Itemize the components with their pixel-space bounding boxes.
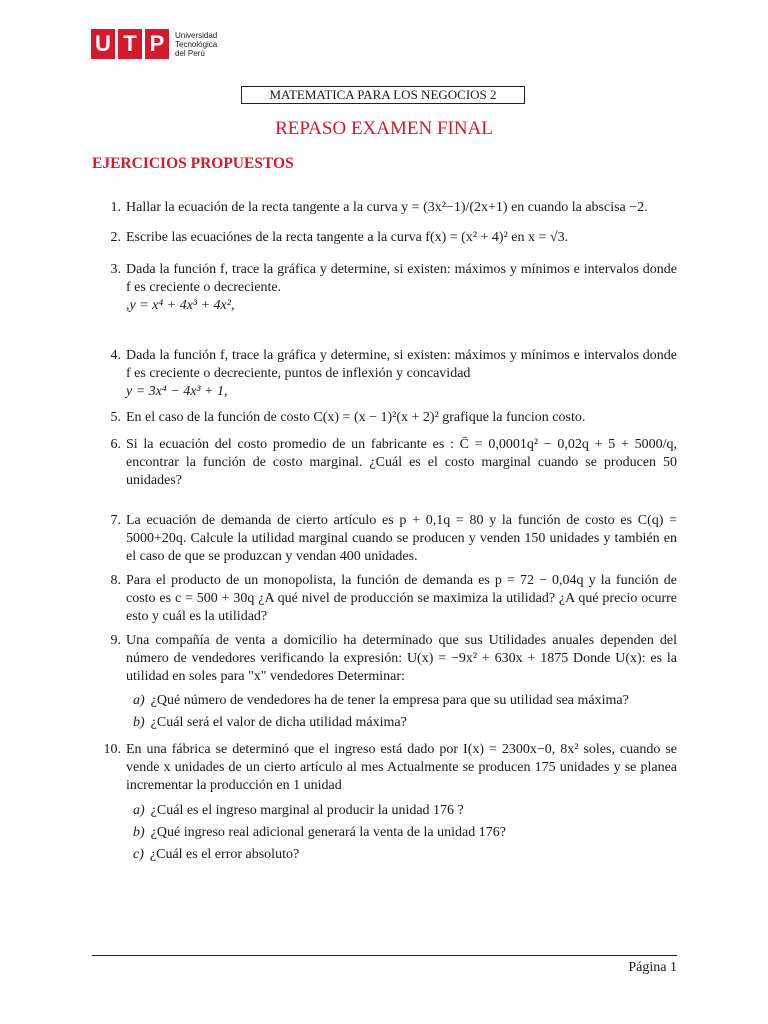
exercise-text: Para el producto de un monopolista, la función de demanda es p = 72 − 0,04q y la función de costo es c = 500 + 30q ¿A qué nivel de producción se maximiza la utilidad? ¿A qué precio ocurre esto y cuál es la utilidad? xyxy=(126,573,677,624)
exercise-5 xyxy=(93,409,677,427)
exercise-number: 2. xyxy=(110,230,121,245)
exercise-text: Si la ecuación del costo promedio de un fabricante es : C̄ = 0,0001q² − 0,02q + 5 + 5000/q, encontrar la función de costo marginal. ¿Cuál es el costo marginal cuando se producen 50 unidades? xyxy=(126,437,677,488)
exercise-10-part-b xyxy=(133,824,673,842)
exercise-3 xyxy=(93,261,677,315)
part-letter: b) xyxy=(133,825,145,840)
exercise-8 xyxy=(93,572,677,626)
exercise-number: 1. xyxy=(110,200,121,215)
logo-line-1: Universidad xyxy=(175,30,218,40)
part-text: ¿Qué ingreso real adicional generará la venta de la unidad 176? xyxy=(150,825,506,840)
exercise-formula: ,y = x⁴ + 4x³ + 4x², xyxy=(126,298,235,313)
exercise-text: Dada la función f, trace la gráfica y determine, si existen: máximos y mínimos e intervalos donde f es creciente o decreciente. xyxy=(126,262,677,295)
logo-line-3: del Perú xyxy=(175,48,205,58)
exercise-9-part-b xyxy=(133,714,673,732)
exercise-10-part-c xyxy=(133,846,673,864)
exercise-text: Dada la función f, trace la gráfica y determine, si existen: máximos y mínimos e intervalos donde f es creciente o decreciente, puntos de inflexión y concavidad xyxy=(126,348,677,381)
exercise-text: La ecuación de demanda de cierto artículo es p + 0,1q = 80 y la función de costo es C(q) = 5000+20q. Calcule la utilidad marginal cuando se producen y venden 150 unidades y también en el caso de que se produzcan y vendan 400 unidades. xyxy=(126,513,677,564)
part-letter: b) xyxy=(133,715,145,730)
logo-line-2: Tecnológica xyxy=(175,39,218,49)
exercise-number: 4. xyxy=(110,348,121,363)
exercise-2 xyxy=(93,229,677,247)
exercise-number: 6. xyxy=(110,437,121,452)
part-letter: a) xyxy=(133,693,145,708)
exercise-number: 5. xyxy=(110,410,121,425)
logo-letter-u: U xyxy=(91,29,115,59)
exercise-10 xyxy=(93,741,677,795)
logo-letter-p: P xyxy=(145,29,169,59)
logo-university-name xyxy=(175,31,217,58)
footer-divider xyxy=(92,955,677,956)
exercise-number: 7. xyxy=(110,513,121,528)
logo-letter-t: T xyxy=(118,29,142,59)
exercise-number: 3. xyxy=(110,262,121,277)
exercise-formula: y = 3x⁴ − 4x³ + 1, xyxy=(126,384,228,399)
part-text: ¿Cuál es el ingreso marginal al producir la unidad 176 ? xyxy=(150,803,464,818)
exercise-10-part-a xyxy=(133,802,673,820)
exercise-text: Hallar la ecuación de la recta tangente a la curva y = (3x²−1)/(2x+1) en cuando la abscisa −2. xyxy=(126,200,648,215)
part-letter: c) xyxy=(133,847,144,862)
page-number: Página 1 xyxy=(628,960,677,975)
exercise-4 xyxy=(93,347,677,401)
part-text: ¿Qué número de vendedores ha de tener la empresa para que su utilidad sea máxima? xyxy=(150,693,629,708)
section-heading: EJERCICIOS PROPUESTOS xyxy=(92,155,294,172)
exercise-9-part-a xyxy=(133,692,673,710)
exercise-1 xyxy=(93,199,677,217)
course-title: MATEMATICA PARA LOS NEGOCIOS 2 xyxy=(241,86,525,104)
part-letter: a) xyxy=(133,803,145,818)
exercise-number: 8. xyxy=(110,573,121,588)
exercise-number: 10. xyxy=(103,742,121,757)
exercise-6 xyxy=(93,436,677,490)
exercise-text: Escribe las ecuaciónes de la recta tangente a la curva f(x) = (x² + 4)² en x = √3. xyxy=(126,230,569,245)
part-text: ¿Cuál será el valor de dicha utilidad máxima? xyxy=(150,715,407,730)
page-title: REPASO EXAMEN FINAL xyxy=(275,118,493,139)
exercise-text: En una fábrica se determinó que el ingreso está dado por I(x) = 2300x−0, 8x² soles, cuando se vende x unidades de un cierto artículo al mes Actualmente se producen 175 unidades y se planea incrementar la producción en 1 unidad xyxy=(126,742,677,793)
part-text: ¿Cuál es el error absoluto? xyxy=(149,847,300,862)
exercise-text: En el caso de la función de costo C(x) = (x − 1)²(x + 2)² grafique la funcion costo. xyxy=(126,410,586,425)
exercise-9 xyxy=(93,632,677,686)
exercise-text: Una compañía de venta a domicilio ha determinado que sus Utilidades anuales dependen del número de vendedores verificando la expresión: U(x) = −9x² + 630x + 1875 Donde U(x): es la utilidad en soles para "x" vendedores Determinar: xyxy=(126,633,677,684)
utp-logo xyxy=(91,29,217,59)
exercise-7 xyxy=(93,512,677,566)
exercise-number: 9. xyxy=(110,633,121,648)
